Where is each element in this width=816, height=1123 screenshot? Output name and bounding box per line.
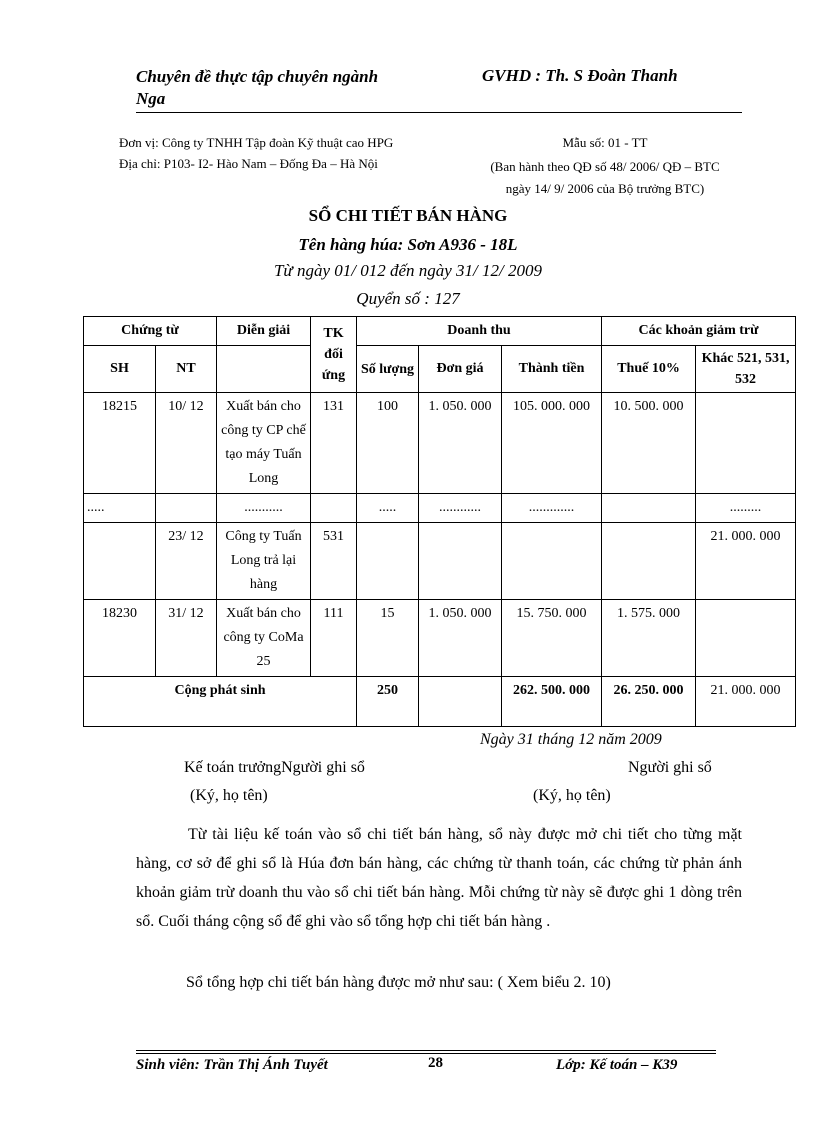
sales-ledger-table [83, 316, 796, 727]
header-doanh-thu: Doanh thu [357, 317, 602, 346]
signature-right-sub: (Ký, họ tên) [533, 787, 611, 804]
total-thue: 26. 250. 000 [602, 677, 696, 727]
cell-thanh-tien: 15. 750. 000 [502, 600, 602, 677]
cell-khac [696, 393, 796, 494]
table-header-row-2 [84, 346, 796, 393]
cell-tk: 131 [311, 393, 357, 494]
footer-page-number: 28 [428, 1055, 443, 1071]
header-course-line1: Chuyên đề thực tập chuyên ngành [136, 67, 379, 86]
unit-address: Địa chỉ: P103- I2- Hào Nam – Đống Đa – Hà Nội [119, 156, 378, 171]
ledger-date: Ngày 31 tháng 12 năm 2009 [480, 731, 662, 748]
body-paragraph-2: Sổ tổng hợp chi tiết bán hàng được mở như sau: ( Xem biểu 2. 10) [186, 974, 611, 991]
ledger-book-number: Quyển số : 127 [356, 289, 460, 308]
cell-khac: 21. 000. 000 [696, 523, 796, 600]
total-khac: 21. 000. 000 [696, 677, 796, 727]
table-row [84, 494, 796, 523]
cell-nt [156, 494, 217, 523]
header-chung-tu: Chứng từ [84, 317, 217, 346]
header-rule [136, 112, 742, 113]
header-advisor: GVHD : Th. S Đoàn Thanh [482, 66, 678, 85]
cell-dien-giai: Công ty Tuấn Long trả lại hàng [217, 523, 311, 600]
cell-thue: 10. 500. 000 [602, 393, 696, 494]
cell-don-gia: ............ [419, 494, 502, 523]
header-thue: Thuế 10% [602, 346, 696, 393]
total-so-luong: 250 [357, 677, 419, 727]
cell-don-gia: 1. 050. 000 [419, 393, 502, 494]
header-sh: SH [84, 346, 156, 393]
cell-khac: ......... [696, 494, 796, 523]
cell-thue [602, 523, 696, 600]
cell-tk: 531 [311, 523, 357, 600]
header-so-luong: Số lượng [357, 346, 419, 393]
ledger-title: SỔ CHI TIẾT BÁN HÀNG [308, 206, 508, 225]
cell-tk [311, 494, 357, 523]
signature-left-title: Kế toán trưởngNgười ghi sổ [184, 759, 365, 776]
header-khac: Khác 521, 531, 532 [696, 346, 796, 393]
cell-thue: 1. 575. 000 [602, 600, 696, 677]
table-total-row [84, 677, 796, 727]
total-thanh-tien: 262. 500. 000 [502, 677, 602, 727]
header-dien-giai: Diễn giải [217, 317, 311, 346]
footer-rule-bottom [136, 1053, 716, 1054]
cell-so-luong: 100 [357, 393, 419, 494]
header-dien-giai-blank [217, 346, 311, 393]
footer-rule-top [136, 1050, 716, 1051]
form-date: ngày 14/ 9/ 2006 của Bộ trưởng BTC) [505, 181, 705, 196]
ledger-period: Từ ngày 01/ 012 đến ngày 31/ 12/ 2009 [273, 261, 543, 280]
table-row [84, 393, 796, 494]
body-paragraph-1: Từ tài liệu kế toán vào sổ chi tiết bán hàng, sổ này được mở chi tiết cho từng mặt hàng, cơ sở để ghi sổ là Húa đơn bán hàng, các chứng từ thanh toán, các chứng từ phản ánh khoản giảm trừ doanh thu vào sổ chi tiết bán hàng. Mỗi chứng từ này sẽ được ghi 1 dòng trên sổ. Cuối tháng cộng sổ để ghi vào sổ tổng hợp chi tiết bán hàng . [136, 826, 742, 930]
cell-so-luong: ..... [357, 494, 419, 523]
cell-sh: 18230 [84, 600, 156, 677]
unit-name: Đơn vị: Công ty TNHH Tập đoàn Kỹ thuật cao HPG [119, 135, 394, 150]
cell-thue [602, 494, 696, 523]
cell-sh: 18215 [84, 393, 156, 494]
cell-dien-giai: Xuất bán cho công ty CP chế tạo máy Tuấn Long [217, 393, 311, 494]
cell-khac [696, 600, 796, 677]
cell-nt: 31/ 12 [156, 600, 217, 677]
footer-student: Sinh viên: Trần Thị Ánh Tuyết [136, 1057, 328, 1073]
header-thanh-tien: Thành tiền [502, 346, 602, 393]
cell-thanh-tien [502, 523, 602, 600]
cell-don-gia [419, 523, 502, 600]
cell-dien-giai: ........... [217, 494, 311, 523]
cell-sh [84, 523, 156, 600]
cell-don-gia: 1. 050. 000 [419, 600, 502, 677]
ledger-item-name: Tên hàng húa: Sơn A936 - 18L [298, 235, 518, 254]
cell-tk: 111 [311, 600, 357, 677]
header-course-title [136, 66, 466, 110]
footer-class: Lớp: Kế toán – K39 [556, 1057, 678, 1073]
table-row [84, 600, 796, 677]
total-label: Cộng phát sinh [84, 677, 357, 727]
cell-nt: 10/ 12 [156, 393, 217, 494]
form-number: Mẫu số: 01 - TT [562, 135, 648, 150]
table-row [84, 523, 796, 600]
header-nt: NT [156, 346, 217, 393]
total-don-gia [419, 677, 502, 727]
cell-sh: ..... [84, 494, 156, 523]
cell-so-luong [357, 523, 419, 600]
header-giam-tru: Các khoản giảm trừ [602, 317, 796, 346]
header-tk: TK đối ứng [311, 317, 357, 393]
header-course-line2: Nga [136, 89, 166, 108]
form-issuance: (Ban hành theo QĐ số 48/ 2006/ QĐ – BTC [490, 159, 720, 174]
table-header-row-1 [84, 317, 796, 346]
cell-so-luong: 15 [357, 600, 419, 677]
cell-thanh-tien: 105. 000. 000 [502, 393, 602, 494]
signature-right-title: Người ghi sổ [628, 759, 712, 776]
header-don-gia: Đơn giá [419, 346, 502, 393]
cell-thanh-tien: ............. [502, 494, 602, 523]
cell-dien-giai: Xuất bán cho công ty CoMa 25 [217, 600, 311, 677]
signature-left-sub: (Ký, họ tên) [190, 787, 268, 804]
cell-nt: 23/ 12 [156, 523, 217, 600]
